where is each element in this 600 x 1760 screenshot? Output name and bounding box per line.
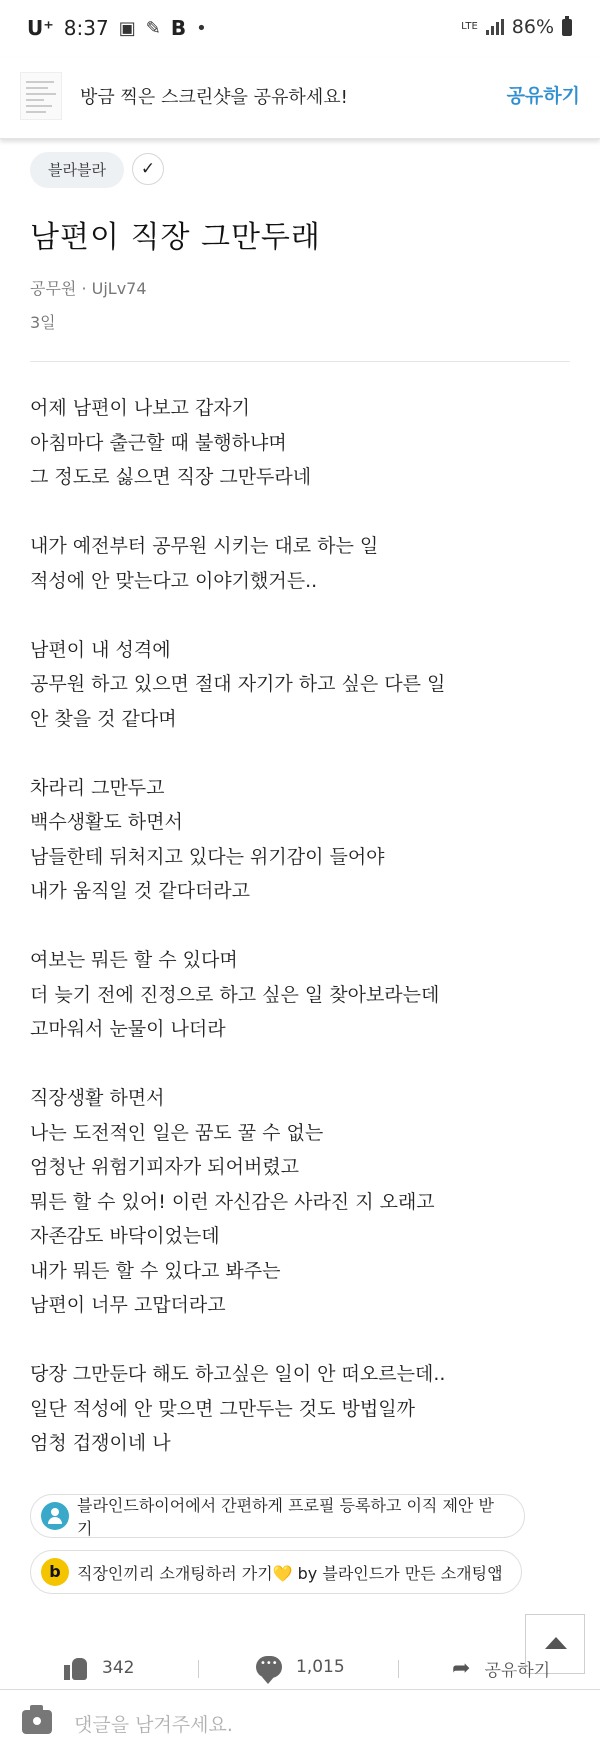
body-line: 더 늦기 전에 진정으로 하고 싶은 일 찾아보라는데 <box>30 983 440 1006</box>
share-arrow-icon: ➦ <box>452 1656 471 1681</box>
body-line <box>30 495 575 530</box>
promo-text: 직장인끼리 소개팅하러 가기💛 by 블라인드가 만든 소개팅앱 <box>77 1563 503 1583</box>
comment-button[interactable] <box>256 1656 345 1678</box>
comment-bubble-icon <box>256 1656 282 1678</box>
carrier-label: U⁺ <box>27 16 54 40</box>
status-bar <box>0 0 600 58</box>
check-icon[interactable]: ✓ <box>132 153 164 185</box>
pill-icon: ✎ <box>145 17 161 39</box>
body-line: 고마워서 눈물이 나더라 <box>30 1018 226 1040</box>
body-line: 자존감도 바닥이었는데 <box>30 1225 220 1247</box>
post-title: 남편이 직장 그만두래 <box>30 220 321 255</box>
author-meta[interactable]: 공무원 · UjLv74 <box>30 279 147 298</box>
body-line: 남들한테 뒤처지고 있다는 위기감이 들어야 <box>30 845 385 868</box>
body-line <box>30 1323 575 1358</box>
body-line: 뭐든 할 수 있어! 이런 자신감은 사라진 지 오래고 <box>30 1190 435 1213</box>
body-line: 내가 예전부터 공무원 시키는 대로 하는 일 <box>30 535 379 557</box>
like-button[interactable] <box>64 1656 134 1680</box>
screenshot-share-banner <box>0 58 600 139</box>
thumbs-up-icon <box>64 1656 88 1680</box>
body-line <box>30 736 575 771</box>
share-post-button[interactable] <box>452 1656 550 1681</box>
comment-count: 1,015 <box>296 1657 345 1677</box>
body-line: 백수생활도 하면서 <box>30 811 183 833</box>
share-screenshot-button[interactable]: 공유하기 <box>506 85 580 107</box>
body-line: 내가 뭐든 할 수 있다고 봐주는 <box>30 1259 281 1282</box>
post-time: 3일 <box>30 313 56 332</box>
body-line: 차라리 그만두고 <box>30 776 165 799</box>
lte-icon: LTE <box>461 21 478 32</box>
comment-bar <box>0 1689 600 1760</box>
topic-tag[interactable]: 블라블라 <box>30 152 124 188</box>
b-icon: B <box>170 16 187 40</box>
body-line: 내가 움직일 것 같다더라고 <box>30 880 251 902</box>
dating-promo-link[interactable] <box>30 1550 522 1594</box>
b-logo-icon: b <box>41 1558 69 1586</box>
divider <box>30 361 570 362</box>
hire-promo-link[interactable] <box>30 1494 525 1538</box>
body-line: 나는 도전적인 일은 꿈도 꿀 수 없는 <box>30 1121 324 1144</box>
body-line: 남편이 내 성격에 <box>30 638 171 661</box>
signal-icon <box>486 19 504 35</box>
body-line: 엄청난 위험기피자가 되어버렸고 <box>30 1156 300 1178</box>
body-line: 당장 그만둔다 해도 하고싶은 일이 안 떠오르는데.. <box>30 1363 446 1385</box>
body-line: 적성에 안 맞는다고 이야기했거든.. <box>30 569 318 592</box>
post-body <box>30 391 575 1461</box>
screenshot-thumbnail[interactable] <box>20 72 62 120</box>
body-line: 여보는 뭐든 할 수 있다며 <box>30 949 238 971</box>
promo-text: 블라인드하이어에서 간편하게 프로필 등록하고 이직 제안 받기 <box>77 1496 494 1538</box>
body-line: 안 찾을 것 같다며 <box>30 707 177 730</box>
reaction-bar <box>0 1648 600 1688</box>
person-icon <box>41 1502 69 1530</box>
body-line <box>30 909 575 944</box>
image-icon: ▣ <box>118 17 136 39</box>
body-line: 남편이 너무 고맙더라고 <box>30 1294 226 1316</box>
separator <box>398 1660 399 1678</box>
body-line: 그 정도로 싫으면 직장 그만두라네 <box>30 466 312 488</box>
battery-icon <box>562 19 572 36</box>
share-label: 공유하기 <box>484 1661 551 1681</box>
body-line: 어제 남편이 나보고 갑자기 <box>30 397 251 419</box>
status-right <box>461 16 572 38</box>
status-left <box>27 16 207 40</box>
body-line: 공무원 하고 있으면 절대 자기가 하고 싶은 다른 일 <box>30 673 446 695</box>
body-line <box>30 598 575 633</box>
separator <box>198 1660 199 1678</box>
body-line: 직장생활 하면서 <box>30 1087 165 1109</box>
battery-percent: 86% <box>511 16 554 38</box>
body-line: 일단 적성에 안 맞으면 그만두는 것도 방법일까 <box>30 1397 415 1420</box>
dot-icon: • <box>196 17 207 39</box>
body-line: 엄청 겁쟁이네 나 <box>30 1432 171 1454</box>
share-message: 방금 찍은 스크린샷을 공유하세요! <box>80 87 348 108</box>
body-line: 아침마다 출근할 때 불행하냐며 <box>30 431 287 454</box>
comment-input[interactable] <box>72 1702 576 1748</box>
like-count: 342 <box>102 1658 135 1678</box>
clock: 8:37 <box>63 16 109 40</box>
body-line <box>30 1047 575 1082</box>
camera-icon[interactable] <box>22 1710 52 1734</box>
